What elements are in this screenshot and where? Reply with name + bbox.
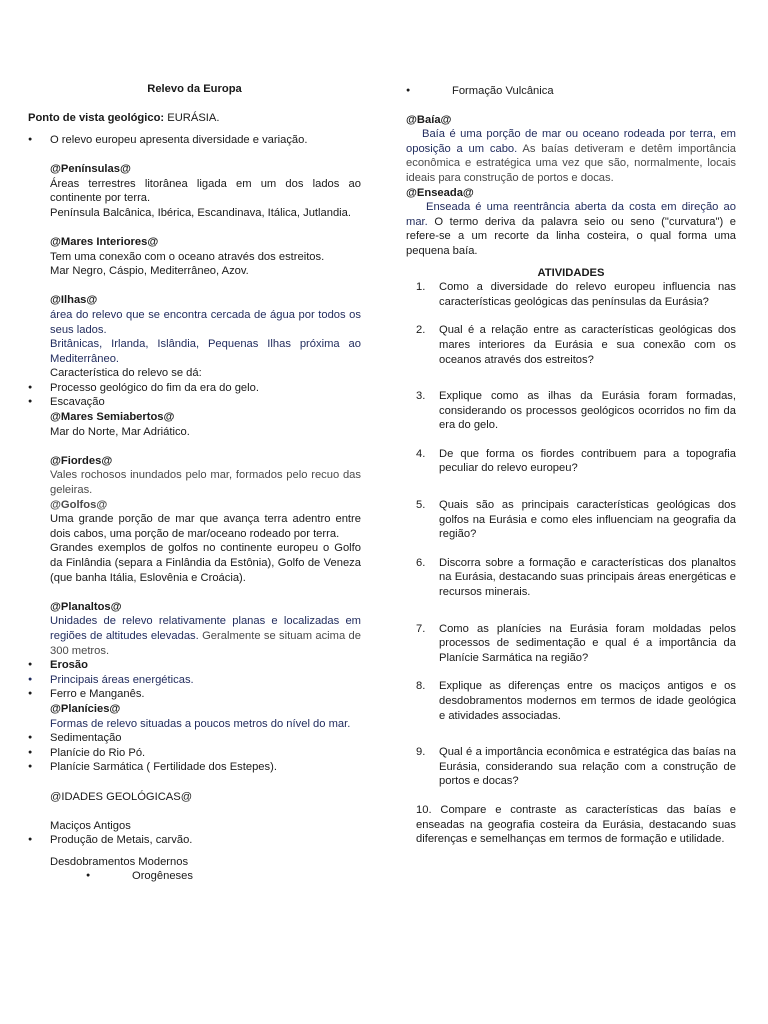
baia-heading: @Baía@	[406, 113, 452, 126]
enseada-desc-origin: O termo deriva da palavra seio ou seno ("curvatura") e refere-se a um recorte da linha costeira, o qual forma uma pequena baía.	[406, 215, 736, 257]
activity-item	[406, 745, 736, 789]
mares-semiabertos-examples: Mar do Norte, Mar Adriático.	[50, 425, 190, 438]
mares-semiabertos-heading: @Mares Semiabertos@	[50, 411, 175, 424]
document-title: Relevo da Europa	[147, 83, 242, 95]
geo-viewpoint-label: Ponto de vista geológico:	[28, 112, 165, 125]
mares-interiores-examples: Mar Negro, Cáspio, Mediterrâneo, Azov.	[50, 265, 249, 278]
macicos-antigos: Maciços Antigos	[50, 819, 131, 832]
activity-text: Qual é a relação entre as características geológicas dos mares interiores da Eurásia e sua conexão com os oceanos através dos estreitos?	[439, 324, 736, 366]
ilhas-desc: área do relevo que se encontra cercada de água por todos os seus lados.	[50, 308, 361, 336]
activity-text: Qual é a importância econômica e estratégica das baías na Eurásia, considerando sua relação com a construção de portos e docas?	[439, 746, 736, 788]
fiordes-desc: Vales rochosos inundados pelo mar, formados pelo recuo das geleiras.	[50, 469, 361, 497]
atividades-title: ATIVIDADES	[537, 266, 605, 279]
planaltos-desc-altitude: Geralmente se situam acima de 300 metros.	[50, 629, 361, 657]
macicos-bullet: ● Produção de Metais, carvão.	[28, 833, 361, 848]
desdobramentos-modernos: Desdobramentos Modernos	[50, 855, 189, 868]
activity-item-10: 10. Compare e contraste as características das baías e enseadas na geografia costeira da Eurásia, destacando suas diferenças e semelhanças em termos de formação e utilidade.	[416, 803, 736, 846]
ilhas-bullet: ● Escavação	[28, 395, 361, 410]
activity-text: Discorra sobre a formação e características dos planaltos na Eurásia, destacando suas principais áreas energéticas e recursos minerais.	[439, 556, 736, 599]
activity-item	[406, 447, 736, 476]
activity-number: 1.	[416, 281, 426, 294]
golfos-heading: @Golfos@	[50, 498, 108, 511]
planaltos-desc	[28, 614, 361, 658]
planicies-bullet: ● Sedimentação	[28, 731, 361, 746]
activity-item	[406, 679, 736, 723]
activity-item	[406, 323, 736, 367]
fiordes-heading: @Fiordes@	[50, 454, 113, 467]
ilhas-caracteristica: Característica do relevo se dá:	[50, 367, 202, 380]
planicies-bullet: ● Planície Sarmática ( Fertilidade dos Estepes).	[28, 760, 361, 775]
formacao-vulcanica: ● Formação Vulcânica	[406, 84, 736, 99]
activity-number: 2.	[416, 324, 426, 337]
activity-text: Como a diversidade do relevo europeu influencia nas características geológicas das penínsulas da Eurásia?	[439, 281, 736, 308]
geo-viewpoint	[28, 111, 361, 126]
activity-item	[406, 498, 736, 542]
golfos-desc: Uma grande porção de mar que avança terra adentro entre dois cabos, uma porção de mar/oceano rodeado por terra.	[50, 513, 361, 540]
ilhas-heading: @Ilhas@	[50, 294, 98, 307]
activity-number: 3.	[416, 390, 426, 403]
enseada-desc-main: Enseada é uma reentrância aberta da costa em direção ao mar.	[406, 201, 736, 228]
baia-desc-importance: As baías detiveram e detêm importância econômica e estratégica uma vez que são, normalmente, locais ideais para construção de portos e docas.	[406, 142, 736, 184]
activity-item	[406, 622, 736, 666]
activity-number: 5.	[416, 499, 426, 512]
activity-number: 9.	[416, 746, 426, 759]
activity-item	[406, 556, 736, 600]
activity-number: 4.	[416, 447, 426, 460]
ilhas-examples: Britânicas, Irlanda, Islândia, Pequenas Ilhas próxima ao Mediterrâneo.	[50, 338, 361, 365]
activity-text: Quais são as principais características geológicas dos golfos na Eurásia e como eles influenciam na geografia da região?	[439, 499, 736, 541]
enseada-desc	[406, 200, 736, 258]
activity-text: Explique como as ilhas da Eurásia foram formadas, considerando os processos geológicos ocorridos no fim da era do gelo.	[439, 390, 736, 432]
peninsulas-examples: Península Balcânica, Ibérica, Escandinava, Itálica, Jutlandia.	[50, 206, 351, 219]
activity-text: Explique as diferenças entre os maciços antigos e os desdobramentos modernos em termos de idade geológica e atividades associadas.	[439, 680, 736, 722]
planaltos-bullet-erosao: ● Erosão	[28, 658, 361, 673]
right-column	[406, 84, 736, 847]
activity-number: 6.	[416, 556, 426, 569]
idades-heading: @IDADES GEOLÓGICAS@	[50, 790, 193, 803]
activity-number: 8.	[416, 680, 426, 693]
planaltos-bullet-energeticas: ● Principais áreas energéticas.	[28, 673, 361, 688]
activities-list	[406, 280, 736, 789]
mares-interiores-desc: Tem uma conexão com o oceano através dos estreitos.	[50, 250, 325, 263]
enseada-heading: @Enseada@	[406, 186, 474, 199]
geo-viewpoint-value: EURÁSIA.	[164, 112, 220, 125]
activity-number: 7.	[416, 622, 426, 635]
intro-bullet: ● O relevo europeu apresenta diversidade e variação.	[28, 133, 361, 148]
activity-text: De que forma os fiordes contribuem para a topografia peculiar do relevo europeu?	[439, 447, 736, 475]
activity-item	[406, 389, 736, 433]
peninsulas-heading: @Penínsulas@	[50, 162, 131, 175]
golfos-examples: Grandes exemplos de golfos no continente europeu o Golfo da Finlândia (separa a Finlândia da Estônia), Golfo de Veneza (que banha Itália, Eslovênia e Croácia).	[50, 542, 361, 584]
planaltos-desc-main: Unidades de relevo relativamente planas e localizadas em regiões de altitudes elevadas.	[50, 615, 361, 642]
baia-desc	[406, 127, 736, 185]
planicies-desc: Formas de relevo situadas a poucos metros do nível do mar.	[50, 717, 351, 730]
planicies-heading: @Planícies@	[50, 702, 121, 715]
peninsulas-desc: Áreas terrestres litorânea ligada em um dos lados ao continente por terra.	[50, 177, 361, 205]
planicies-bullet: ● Planície do Rio Pó.	[28, 746, 361, 761]
planaltos-bullet-ferro: ● Ferro e Manganês.	[28, 687, 361, 702]
planaltos-heading: @Planaltos@	[50, 600, 122, 613]
activity-text: Como as planícies na Eurásia foram moldadas pelos processos de sedimentação e qual é a importância da Planície Sarmática na região?	[439, 622, 736, 664]
mares-interiores-heading: @Mares Interiores@	[50, 235, 159, 248]
left-column	[28, 82, 361, 884]
ilhas-bullet: ● Processo geológico do fim da era do gelo.	[28, 381, 361, 396]
baia-desc-main: Baía é uma porção de mar ou oceano rodeada por terra, em oposição a um cabo.	[406, 128, 736, 155]
activity-item	[406, 280, 736, 309]
desdobramentos-bullet: ● Orogêneses	[86, 869, 361, 884]
